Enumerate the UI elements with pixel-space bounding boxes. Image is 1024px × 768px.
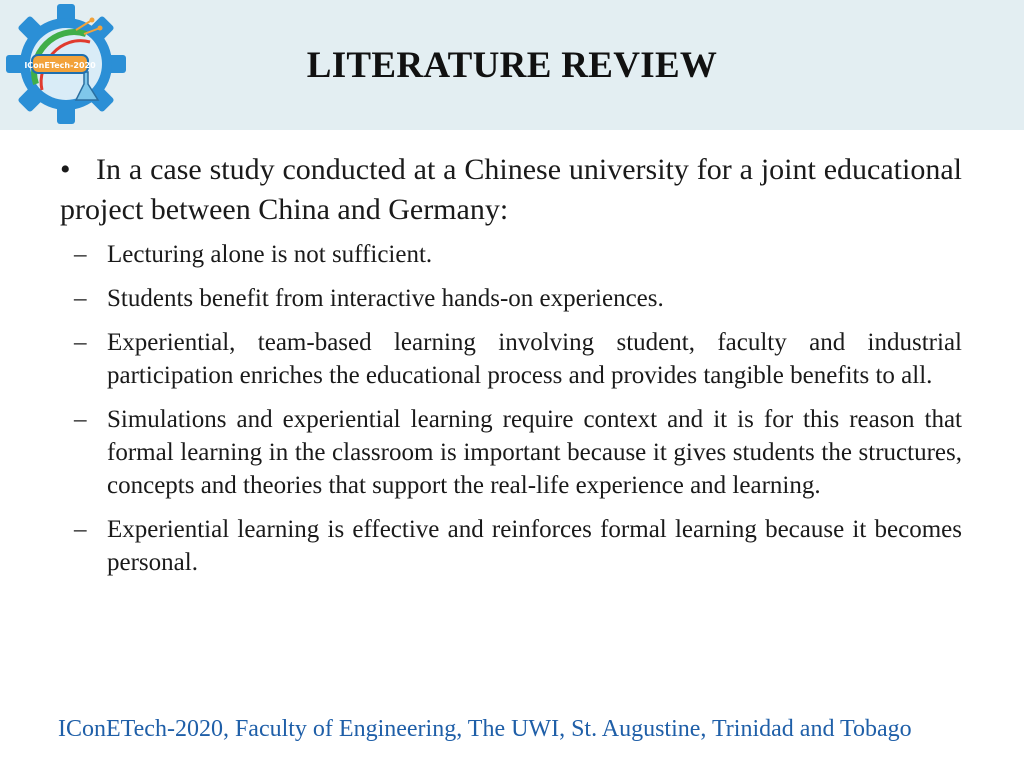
slide-header <box>0 0 1024 130</box>
slide-title: LITERATURE REVIEW <box>306 45 718 86</box>
sub-bullet-text: Students benefit from interactive hands-on experiences. <box>107 285 664 312</box>
bullet-dot-icon: • <box>60 153 71 186</box>
sub-bullet-list <box>60 238 962 579</box>
dash-icon: – <box>74 241 87 268</box>
sub-bullet <box>60 282 962 315</box>
main-bullet-text: In a case study conducted at a Chinese university for a joint educational project between China and Germany: <box>60 153 962 226</box>
dash-icon: – <box>74 329 87 356</box>
sub-bullet <box>60 513 962 579</box>
dash-icon: – <box>74 406 87 433</box>
sub-bullet-text: Simulations and experiential learning require context and it is for this reason that formal learning in the classroom is important because it gives students the structures, concepts and theories that support the real-life experience and learning. <box>107 406 962 499</box>
slide-footer: IConETech-2020, Faculty of Engineering, The UWI, St. Augustine, Trinidad and Tobago <box>58 716 912 742</box>
sub-bullet-text: Lecturing alone is not sufficient. <box>107 241 433 268</box>
logo-label: IConETech-2020 <box>24 61 96 70</box>
dash-icon: – <box>74 516 87 543</box>
slide-body <box>60 150 962 590</box>
sub-bullet-text: Experiential, team-based learning involving student, faculty and industrial participation enriches the educational process and provides tangible benefits to all. <box>107 329 962 389</box>
sub-bullet-text: Experiential learning is effective and reinforces formal learning because it becomes personal. <box>107 516 962 576</box>
sub-bullet <box>60 326 962 392</box>
main-bullet <box>60 150 962 230</box>
dash-icon: – <box>74 285 87 312</box>
sub-bullet <box>60 238 962 271</box>
sub-bullet <box>60 403 962 502</box>
